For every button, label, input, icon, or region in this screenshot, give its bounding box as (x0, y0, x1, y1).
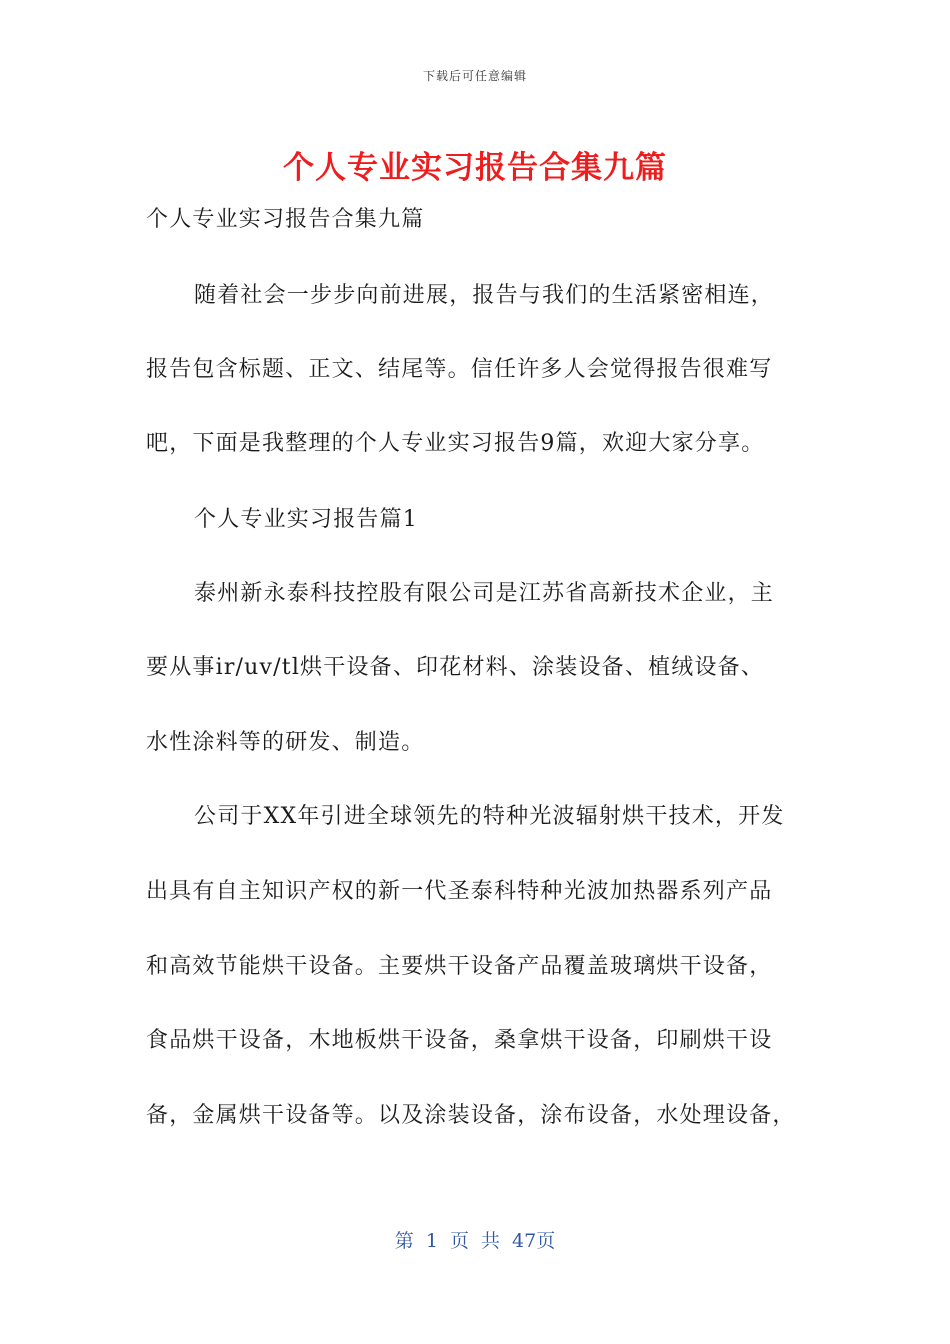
header-note: 下载后可任意编辑 (422, 69, 527, 83)
paragraph-line: 泰州新永泰科技控股有限公司是江苏省高新技术企业，主 (194, 581, 775, 606)
section-heading: 个人专业实习报告篇1 (194, 507, 418, 532)
paragraph-line: 要从事ir/uv/tl烘干设备、印花材料、涂装设备、植绒设备、 (146, 655, 765, 680)
paragraph-line: 备，金属烘干设备等。以及涂装设备，涂布设备，水处理设备， (146, 1103, 796, 1128)
paragraph-line: 水性涂料等的研发、制造。 (146, 730, 425, 755)
paragraph-line: 随着社会一步步向前进展，报告与我们的生活紧密相连， (194, 283, 775, 308)
subtitle-line: 个人专业实习报告合集九篇 (146, 207, 425, 232)
paragraph-line: 食品烘干设备，木地板烘干设备，桑拿烘干设备，印刷烘干设 (146, 1028, 773, 1053)
page-number-footer: 第 1 页 共 47页 (394, 1230, 556, 1252)
paragraph-line: 公司于XX年引进全球领先的特种光波辐射烘干技术，开发 (194, 804, 785, 829)
document-title: 个人专业实习报告合集九篇 (283, 150, 667, 186)
paragraph-line: 和高效节能烘干设备。主要烘干设备产品覆盖玻璃烘干设备， (146, 954, 773, 979)
paragraph-line: 出具有自主知识产权的新一代圣泰科特种光波加热器系列产品 (146, 879, 773, 904)
paragraph-line: 吧，下面是我整理的个人专业实习报告9篇，欢迎大家分享。 (146, 431, 765, 456)
paragraph-line: 报告包含标题、正文、结尾等。信任许多人会觉得报告很难写 (146, 357, 773, 382)
